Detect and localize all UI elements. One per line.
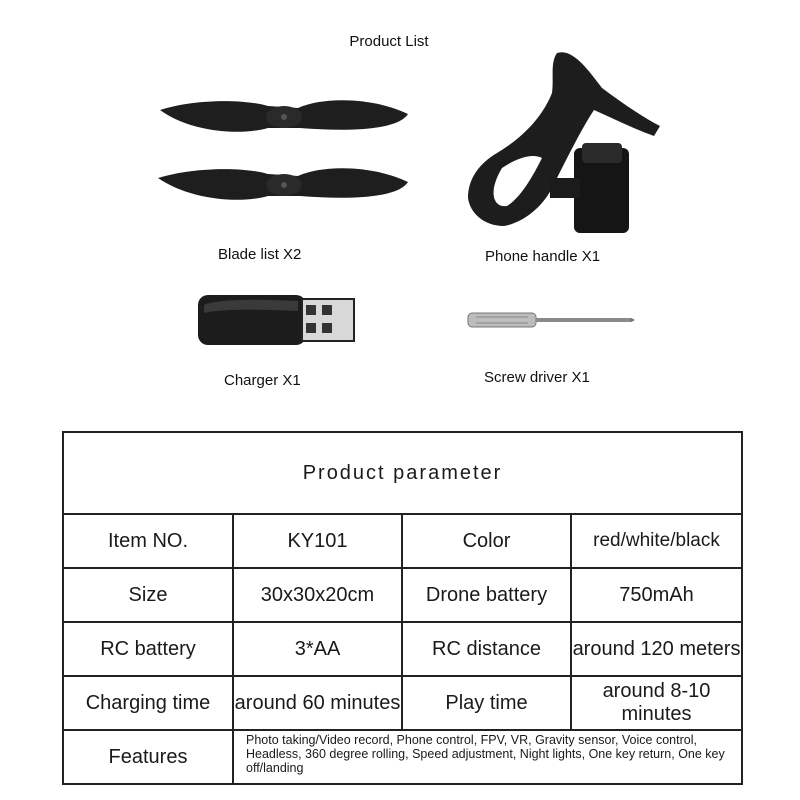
- table-row: [63, 568, 742, 622]
- screwdriver-icon: [466, 308, 636, 332]
- blade-caption: Blade list X2: [218, 246, 302, 263]
- propeller-blade-icon: [150, 88, 415, 206]
- charger-caption: Charger X1: [224, 372, 301, 389]
- blade-top: [160, 100, 408, 132]
- table-row: [63, 676, 742, 730]
- param-value: around 8-10 minutes: [571, 676, 742, 730]
- blade-bottom: [158, 168, 408, 200]
- phone-holder-icon: [462, 48, 662, 238]
- param-label: Drone battery: [402, 568, 571, 622]
- product-parameter-table: [62, 431, 743, 785]
- param-value: KY101: [233, 514, 402, 568]
- table-row: [63, 622, 742, 676]
- param-label: Charging time: [63, 676, 233, 730]
- param-label: Color: [402, 514, 571, 568]
- usb-charger-icon: [198, 291, 358, 349]
- param-value: 750mAh: [571, 568, 742, 622]
- param-label: RC distance: [402, 622, 571, 676]
- table-row: [63, 730, 742, 784]
- param-label: Item NO.: [63, 514, 233, 568]
- param-value: 30x30x20cm: [233, 568, 402, 622]
- param-label: Size: [63, 568, 233, 622]
- param-value: red/white/black: [571, 514, 742, 568]
- param-value: 3*AA: [233, 622, 402, 676]
- product-list-title: Product List: [349, 33, 429, 50]
- param-value: around 60 minutes: [233, 676, 402, 730]
- parameter-table-title: Product parameter: [63, 432, 742, 514]
- param-label: RC battery: [63, 622, 233, 676]
- param-value: around 120 meters: [571, 622, 742, 676]
- features-text: Photo taking/Video record, Phone control, FPV, VR, Gravity sensor, Voice control, Headless, 360 degree rolling, Speed adjustment, Night lights, One key return, One key off/landing: [233, 730, 742, 784]
- screwdriver-caption: Screw driver X1: [484, 369, 590, 386]
- phone-handle-caption: Phone handle X1: [485, 248, 601, 265]
- table-row: [63, 514, 742, 568]
- param-label: Play time: [402, 676, 571, 730]
- features-label: Features: [63, 730, 233, 784]
